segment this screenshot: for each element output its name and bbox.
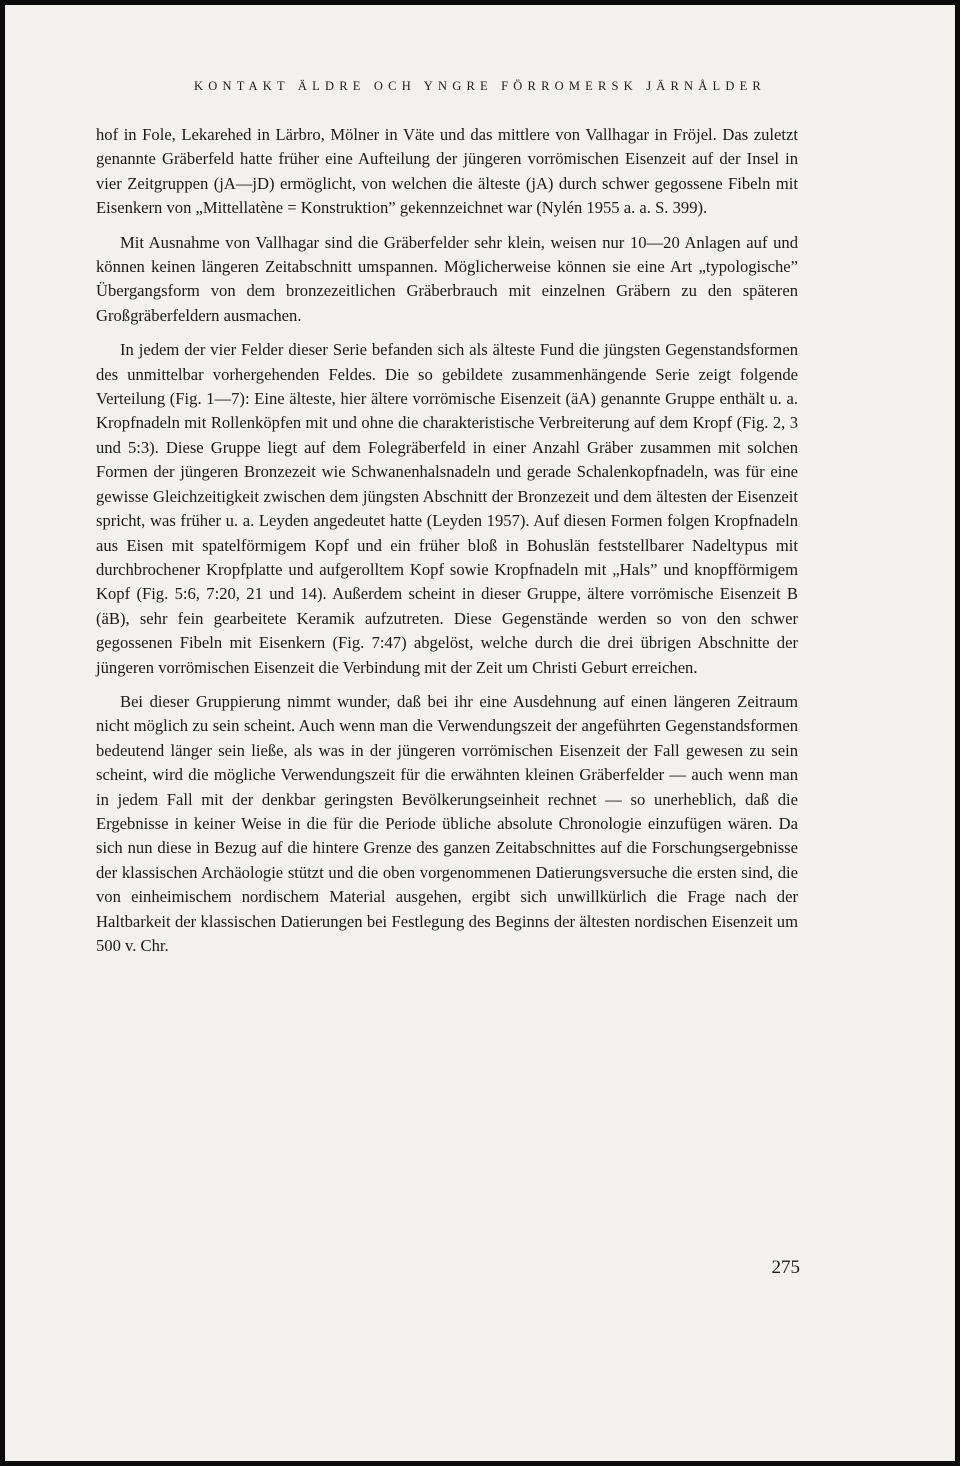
paragraph-continued: hof in Fole, Lekarehed in Lärbro, Mölner in Väte und das mittlere von Vallhagar in Fröjel. Das zuletzt genannte Gräberfeld hatte früher eine Aufteilung der jüngeren vorrömischen Eisenzeit auf der Insel in vier Zeitgruppen (jA—jD) ermöglicht, von welchen die älteste (jA) durch schwer gegossene Fibeln mit Eisenkern von „Mittellatène = Konstruktion” gekennzeichnet war (Nylén 1955 a. a. S. 399). bbox=[96, 125, 798, 218]
paragraph: In jedem der vier Felder dieser Serie befanden sich als älteste Fund die jüngsten Gegenstandsformen des unmittelbar vorhergehenden Feldes. Die so gebildete zusammenhängende Serie zeigt folgende Verteilung (Fig. 1—7): Eine älteste, hier ältere vorrömische Eisenzeit (äA) genannte Gruppe enthält u. a. Kropfnadeln mit Rollenköpfen mit und ohne die charakteristische Verbreiterung auf dem Kropf (Fig. 2, 3 und 5:3). Diese Gruppe liegt auf dem Folegräberfeld in einer Anzahl Gräber zusammen mit solchen Formen der jüngeren Bronzezeit wie Schwanenhalsnadeln und gerade Schalenkopfnadeln, was für eine gewisse Gleichzeitigkeit zwischen dem jüngsten Abschnitt der Bronzezeit und dem ältesten der Eisenzeit spricht, was früher u. a. Leyden angedeutet hatte (Leyden 1957). Auf diesen Formen folgen Kropfnadeln aus Eisen mit spatelförmigem Kopf und ein früher bloß in Bohuslän feststellbarer Nadeltypus mit durchbrochener Kropfplatte und aufgerolltem Kopf sowie Kropfnadeln mit „Hals” und knopfförmigem Kopf (Fig. 5:6, 7:20, 21 und 14). Außerdem scheint in dieser Gruppe, ältere vorrömische Eisenzeit B (äB), sehr fein gearbeitete Keramik aufzutreten. Diese Gegenstände werden so von den schwer gegossenen Fibeln mit Eisenkern (Fig. 7:47) abgelöst, welche durch die drei übrigen Abschnitte der jüngeren vorrömischen Eisenzeit die Verbindung mit der Zeit um Christi Geburt erreichen. bbox=[96, 340, 798, 677]
body-text bbox=[96, 123, 798, 968]
page-number: 275 bbox=[771, 1257, 800, 1278]
book-page bbox=[5, 5, 955, 1461]
running-head: KONTAKT ÄLDRE OCH YNGRE FÖRROMERSK JÄRNÅLDER bbox=[194, 79, 766, 93]
paragraph: Mit Ausnahme von Vallhagar sind die Gräberfelder sehr klein, weisen nur 10—20 Anlagen auf und können keinen längeren Zeitabschnitt umspannen. Möglicherweise können sie eine Art „typologische” Übergangsform von dem bronzezeitlichen Gräberbrauch mit einzelnen Gräbern zu den späteren Großgräberfeldern ausmachen. bbox=[96, 232, 798, 325]
paragraph: Bei dieser Gruppierung nimmt wunder, daß bei ihr eine Ausdehnung auf einen längeren Zeitraum nicht möglich zu sein scheint. Auch wenn man die Verwendungszeit der angeführten Gegenstandsformen bedeutend länger sein ließe, als was in der jüngeren vorrömischen Eisenzeit der Fall gewesen zu sein scheint, wird die mögliche Verwendungszeit für die erwähnten kleinen Gräberfelder — auch wenn man in jedem Fall mit der denkbar geringsten Bevölkerungseinheit rechnet — so unerheblich, daß die Ergebnisse in keiner Weise in die für die Periode übliche absolute Chronologie einzufügen wären. Da sich nun diese in Bezug auf die hintere Grenze des ganzen Zeitabschnittes auf die Forschungsergebnisse der klassischen Archäologie stützt und die oben vorgenommenen Datierungsversuche die ersten sind, die von einheimischem nordischem Material ausgehen, ergibt sich unwillkürlich die Frage nach der Haltbarkeit der klassischen Datierungen bei Festlegung des Beginns der ältesten nordischen Eisenzeit um 500 v. Chr. bbox=[96, 691, 798, 955]
